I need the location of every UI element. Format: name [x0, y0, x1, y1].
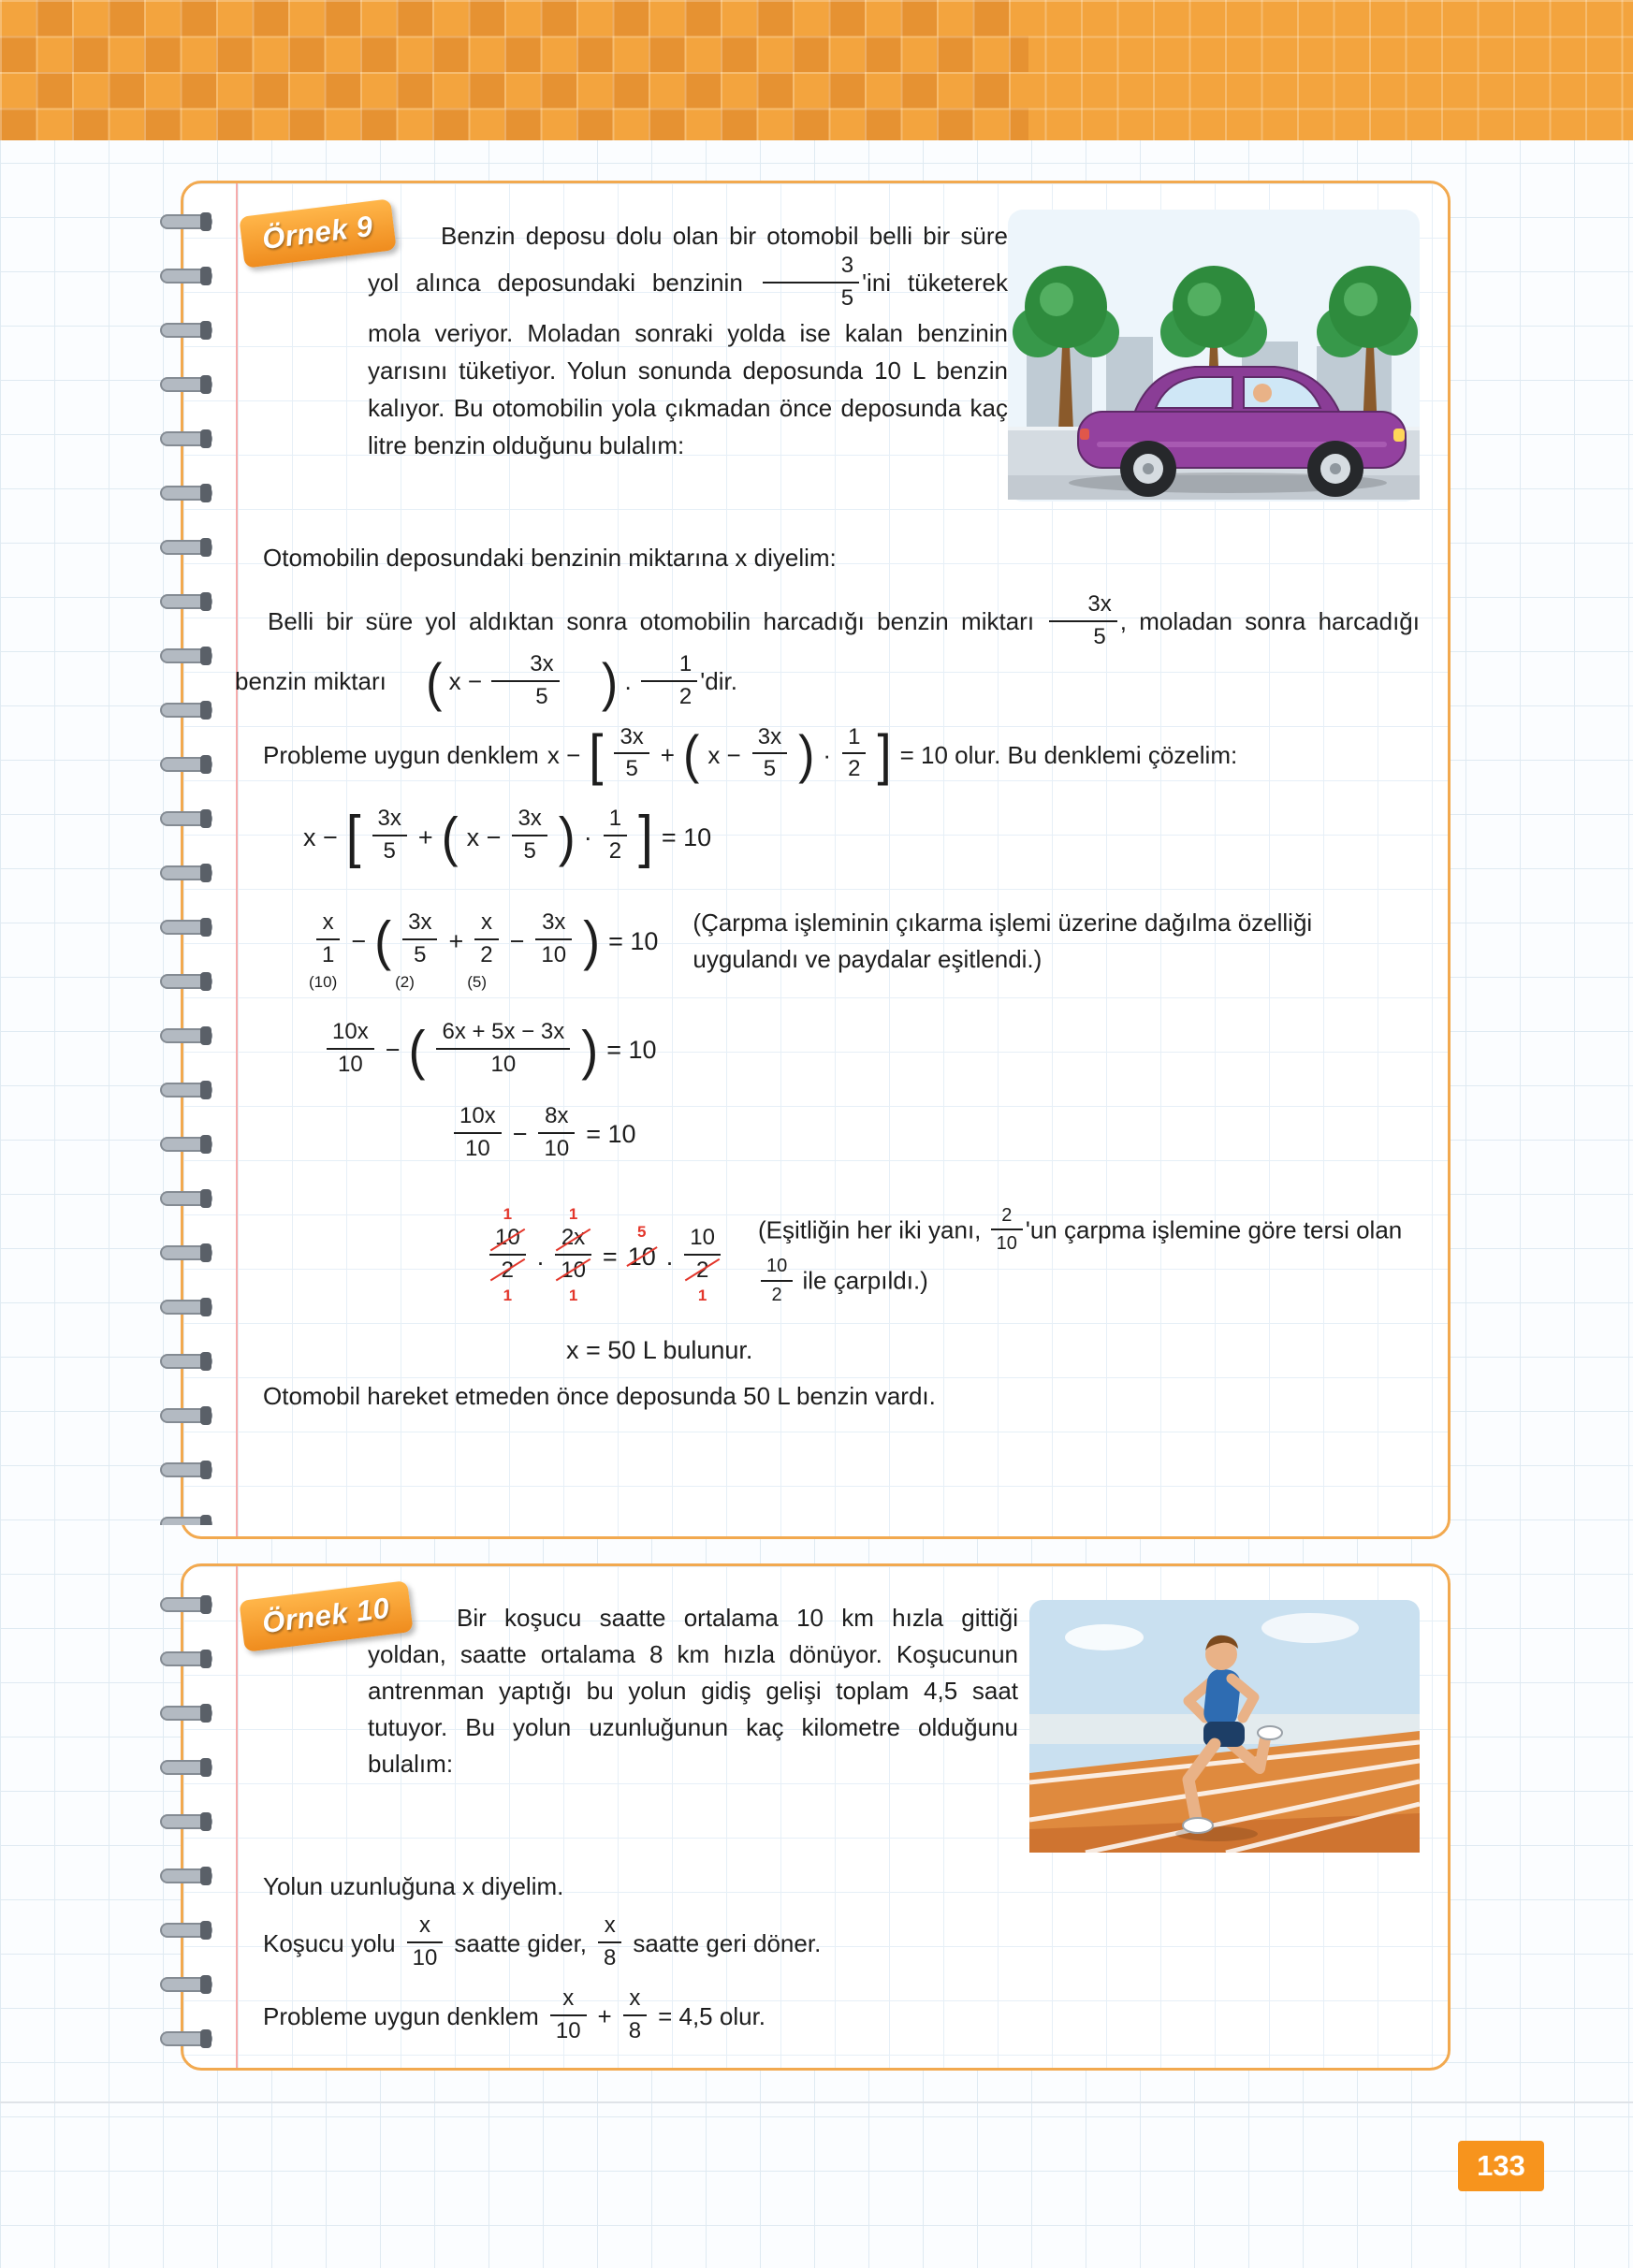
- plus-operator: +: [597, 2002, 612, 2031]
- fraction-denominator: 8: [623, 2014, 647, 2045]
- fraction-denominator: 10: [436, 1048, 570, 1079]
- example-10-top-row: [263, 1600, 1420, 1857]
- fraction-denominator: 10: [327, 1048, 374, 1079]
- fraction-10x-10: [454, 1103, 502, 1163]
- fraction-2-10: [991, 1204, 1023, 1256]
- problem-text-b: 'ini tüketerek mola veriyor. Moladan sonraki yolda ise kalan benzinin yarısını tüketiyor. Yolun sonunda deposunda 10 L benzin kalıyor. Bu otomobilin yola çıkmadan önce deposunda kaç litre benzin olduğunu bulalım:: [368, 268, 1008, 459]
- fraction-denominator: 5: [512, 835, 547, 865]
- fraction-denominator: 2: [761, 1280, 793, 1306]
- spiral-binding-icon: [159, 195, 234, 1525]
- fraction-numerator: 2x 1: [555, 1225, 591, 1254]
- fraction-numerator: 10x: [332, 1019, 369, 1044]
- fraction-x-8: [623, 1985, 647, 2045]
- footer-divider: [0, 2101, 1633, 2103]
- fraction-10x-10: [327, 1019, 374, 1079]
- fraction-denominator: 1: [316, 938, 340, 969]
- equals-ten: = 10: [606, 1036, 657, 1065]
- denominator-expansion: (10): [309, 972, 338, 991]
- paren-close: ): [583, 910, 601, 972]
- fraction-numerator: x: [419, 1912, 430, 1938]
- fraction-denominator: 5: [1049, 620, 1116, 651]
- paren-close: ): [798, 726, 815, 785]
- x-minus: x −: [448, 666, 483, 695]
- fraction-numerator: 3x: [1087, 591, 1112, 617]
- page-number: 133: [1458, 2141, 1544, 2191]
- result-line: x = 50 L bulunur.: [566, 1336, 753, 1365]
- example-9-badge: Örnek 9: [239, 198, 396, 268]
- cancel-mark: 1: [568, 1205, 578, 1224]
- inverse-multiplication-note: [758, 1206, 1420, 1309]
- note-text-a: (Eşitliğin her iki yanı,: [757, 1214, 982, 1243]
- bracket-close: ]: [877, 722, 892, 787]
- paren-close: ): [558, 807, 576, 868]
- example-9-top-row: [263, 217, 1420, 529]
- example-9-panel: [181, 181, 1451, 1539]
- dot-operator: .: [665, 1242, 674, 1271]
- solution-step-3: [324, 1021, 1420, 1081]
- fraction-3-5: [763, 253, 859, 313]
- cancel-mark: 1: [697, 1287, 707, 1305]
- fraction-denominator: 10: [991, 1228, 1023, 1255]
- fraction-numerator: x: [629, 1985, 641, 2011]
- runner-illustration: [1029, 1600, 1420, 1857]
- paren-open: (: [408, 1020, 426, 1082]
- fraction-2x-10-cancelled: [555, 1205, 591, 1305]
- fraction-denominator: 2: [604, 835, 627, 865]
- fraction-numerator: 8x: [545, 1102, 569, 1128]
- solution-step-6: [566, 1336, 1420, 1365]
- example-9-problem: [368, 217, 1008, 464]
- fraction-denominator: 10: [407, 1941, 444, 1972]
- fraction-numerator: x: [562, 1985, 575, 2011]
- note-text-b: 'un çarpma işlemine göre tersi olan: [1025, 1214, 1403, 1243]
- equation-text-b: = 4,5 olur.: [658, 2002, 766, 2031]
- dot-operator: .: [536, 1242, 545, 1271]
- fraction-denominator: 10: [550, 2014, 587, 2045]
- fraction-denominator: 5: [614, 752, 649, 783]
- example-10-badge: Örnek 10: [239, 1580, 413, 1652]
- solution-step-4: [451, 1102, 1420, 1165]
- fraction-6x5x3x-10: [436, 1019, 570, 1079]
- fraction-1-2: [641, 651, 697, 711]
- fraction-denominator: 2 1: [489, 1254, 526, 1285]
- page-content: [181, 181, 1451, 2071]
- plus-operator: +: [660, 740, 675, 769]
- fraction-denominator: 10: [454, 1132, 502, 1163]
- fraction-numerator: 1: [848, 723, 861, 749]
- header-band: [0, 0, 1633, 140]
- fuel-amount-paragraph: [235, 593, 1420, 713]
- fraction-3x-5: [395, 909, 437, 991]
- x-minus: x −: [303, 822, 338, 851]
- fraction-1-2: [842, 724, 866, 784]
- fraction-numerator: 3x: [757, 723, 782, 749]
- setup-text-b: , moladan sonra harcadığı benzin miktarı: [235, 606, 1420, 695]
- bracket-open: [: [589, 722, 604, 787]
- fraction-denominator: 8: [598, 1941, 621, 1972]
- fraction-numerator: 1: [678, 650, 693, 676]
- equation-text-a: Probleme uygun denklem: [263, 740, 539, 769]
- x-minus: x −: [707, 740, 741, 769]
- fraction-3x-5: [752, 724, 787, 784]
- fraction-denominator: 2: [641, 680, 697, 711]
- dot-operator: ·: [823, 740, 832, 769]
- example-10-panel: [181, 1563, 1451, 2071]
- cancel-mark-five: 5: [636, 1222, 647, 1241]
- fraction-3x-5: [491, 651, 559, 711]
- example-9-content: [183, 183, 1448, 1432]
- fraction-10-2: [684, 1225, 721, 1305]
- fraction-denominator: 2: [842, 752, 866, 783]
- travel-text-c: saatte geri döner.: [633, 1929, 822, 1958]
- example-10-problem: Bir koşucu saatte ortalama 10 km hızla gittiği yoldan, saatte ortalama 8 km hızla dönüyor. Koşucunun antrenman yaptığı bu yolun gidiş gelişi toplam 4,5 saat tutuyor. Bu yolun uzunluğunun kaç kilometre olduğunu bulalım:: [368, 1604, 1018, 1778]
- fraction-3x-5: [372, 806, 407, 865]
- equals-ten: = 10: [608, 926, 659, 955]
- paren-close: ): [601, 653, 619, 712]
- fraction-denominator: 2: [474, 938, 498, 969]
- fraction-3x-5: [512, 806, 547, 865]
- fraction-numerator: 10: [765, 1256, 788, 1277]
- travel-text-b: saatte gider,: [454, 1929, 588, 1958]
- fraction-numerator: 10x: [459, 1102, 496, 1128]
- paren-close: ): [581, 1020, 599, 1082]
- fraction-x-10: [407, 1912, 444, 1972]
- travel-text-a: Koşucu yolu: [263, 1929, 396, 1958]
- setup-text-c: 'dir.: [700, 666, 737, 695]
- fraction-numerator: 3: [840, 253, 854, 279]
- minus-operator: −: [351, 926, 367, 955]
- plus-operator: +: [448, 926, 464, 955]
- problem-text-a: Benzin deposu dolu olan bir otomobil belli bir süre yol alınca deposundaki benzinin: [368, 222, 1008, 297]
- spiral-binding-icon: [159, 1577, 234, 2057]
- fraction-x-8: [598, 1912, 621, 1972]
- fraction-numerator: 10: [690, 1225, 715, 1251]
- dot-operator: ·: [583, 822, 592, 851]
- fraction-x-1: [309, 909, 340, 991]
- plus-operator: +: [417, 822, 433, 851]
- denominator-expansion: (5): [467, 972, 488, 991]
- fraction-x-2: [467, 909, 498, 991]
- fraction-denominator: 10 1: [555, 1254, 591, 1285]
- example-10-content: [183, 1566, 1448, 2068]
- x-minus: x −: [466, 822, 502, 851]
- equals-ten: = 10: [586, 1120, 636, 1149]
- fraction-3x-5: [614, 724, 649, 784]
- fraction-denominator: 5: [491, 680, 559, 711]
- conclusion-line: Otomobil hareket etmeden önce deposunda 50 L benzin vardı.: [263, 1382, 936, 1411]
- fraction-10-2: [761, 1255, 793, 1306]
- fraction-denominator: 5: [752, 752, 787, 783]
- fraction-denominator: 5: [763, 282, 859, 313]
- fraction-numerator: 10 1: [489, 1225, 526, 1254]
- fraction-denominator: 10: [538, 1132, 575, 1163]
- fraction-10-2-cancelled: [489, 1205, 526, 1305]
- fraction-numerator: 3x: [377, 806, 401, 832]
- fraction-numerator: 1: [608, 806, 622, 832]
- fraction-8x-10: [538, 1103, 575, 1163]
- variable-definition: Yolun uzunluğuna x diyelim.: [263, 1872, 564, 1900]
- fraction-denominator: 5: [372, 835, 407, 865]
- cancel-mark: 1: [568, 1287, 578, 1305]
- solution-step-1: [303, 804, 1420, 869]
- fraction-numerator: 3x: [620, 723, 644, 749]
- fraction-x-10: [550, 1985, 587, 2045]
- minus-operator: −: [509, 926, 525, 955]
- fraction-1-2: [604, 806, 627, 865]
- paren-open: (: [426, 653, 443, 712]
- solution-step-5: [487, 1206, 1420, 1309]
- fraction-denominator: 5: [402, 938, 437, 969]
- setup-text-a: Belli bir süre yol aldıktan sonra otomobilin harcadığı benzin miktarı: [268, 606, 1035, 635]
- note-text-c: ile çarpıldı.): [802, 1266, 928, 1295]
- car-illustration: [1008, 206, 1420, 529]
- runner-scene-icon: [1029, 1600, 1420, 1853]
- cancelled-ten: [626, 1222, 658, 1272]
- equation-text-b: = 10 olur. Bu denklemi çözelim:: [899, 740, 1238, 769]
- paren-open: (: [374, 910, 392, 972]
- paren-open: (: [441, 807, 459, 868]
- fraction-denominator: 10: [535, 938, 572, 969]
- bracket-open: [: [345, 804, 361, 869]
- fraction-denominator: 2 1: [684, 1254, 721, 1285]
- car-scene-icon: [1008, 206, 1420, 524]
- equals-operator: =: [602, 1242, 618, 1271]
- fraction-numerator: 3x: [530, 650, 554, 676]
- minus-operator: −: [385, 1036, 401, 1065]
- fraction-numerator: x: [604, 1912, 616, 1938]
- paren-open: (: [682, 726, 700, 785]
- equation-setup-line: [263, 722, 1420, 787]
- minus-operator: −: [512, 1120, 528, 1149]
- bracket-close: ]: [638, 804, 653, 869]
- equation-text-a: Probleme uygun denklem: [263, 2002, 539, 2031]
- travel-time-line: [263, 1914, 1420, 1974]
- denominator-expansion: (2): [395, 972, 415, 991]
- fraction-numerator: 2: [1001, 1204, 1013, 1226]
- cancel-mark: 1: [503, 1205, 513, 1224]
- header-grid-lines: [0, 0, 1633, 140]
- dot-operator: .: [624, 666, 632, 695]
- fraction-numerator: x: [480, 909, 492, 936]
- variable-definition: Otomobilin deposundaki benzinin miktarına x diyelim:: [263, 544, 837, 572]
- fraction-numerator: 6x + 5x − 3x: [442, 1019, 565, 1044]
- fraction-numerator: 3x: [542, 909, 566, 936]
- distributive-note: (Çarpma işleminin çıkarma işlemi üzerine dağılma özelliği uygulandı ve paydalar eşitlendi.): [693, 909, 1313, 973]
- fraction-numerator: x: [322, 909, 334, 936]
- x-minus: x −: [547, 740, 581, 769]
- equals-ten: = 10: [661, 822, 712, 851]
- solution-step-2: [309, 905, 1420, 991]
- equation-line: [263, 1987, 1420, 2047]
- ten-value: 10: [627, 1242, 656, 1271]
- cancel-mark: 1: [503, 1287, 513, 1305]
- fraction-numerator: 3x: [408, 909, 432, 936]
- fraction-numerator: 3x: [518, 806, 542, 832]
- fraction-3x-5: [1049, 591, 1116, 651]
- fraction-3x-10: [535, 909, 572, 969]
